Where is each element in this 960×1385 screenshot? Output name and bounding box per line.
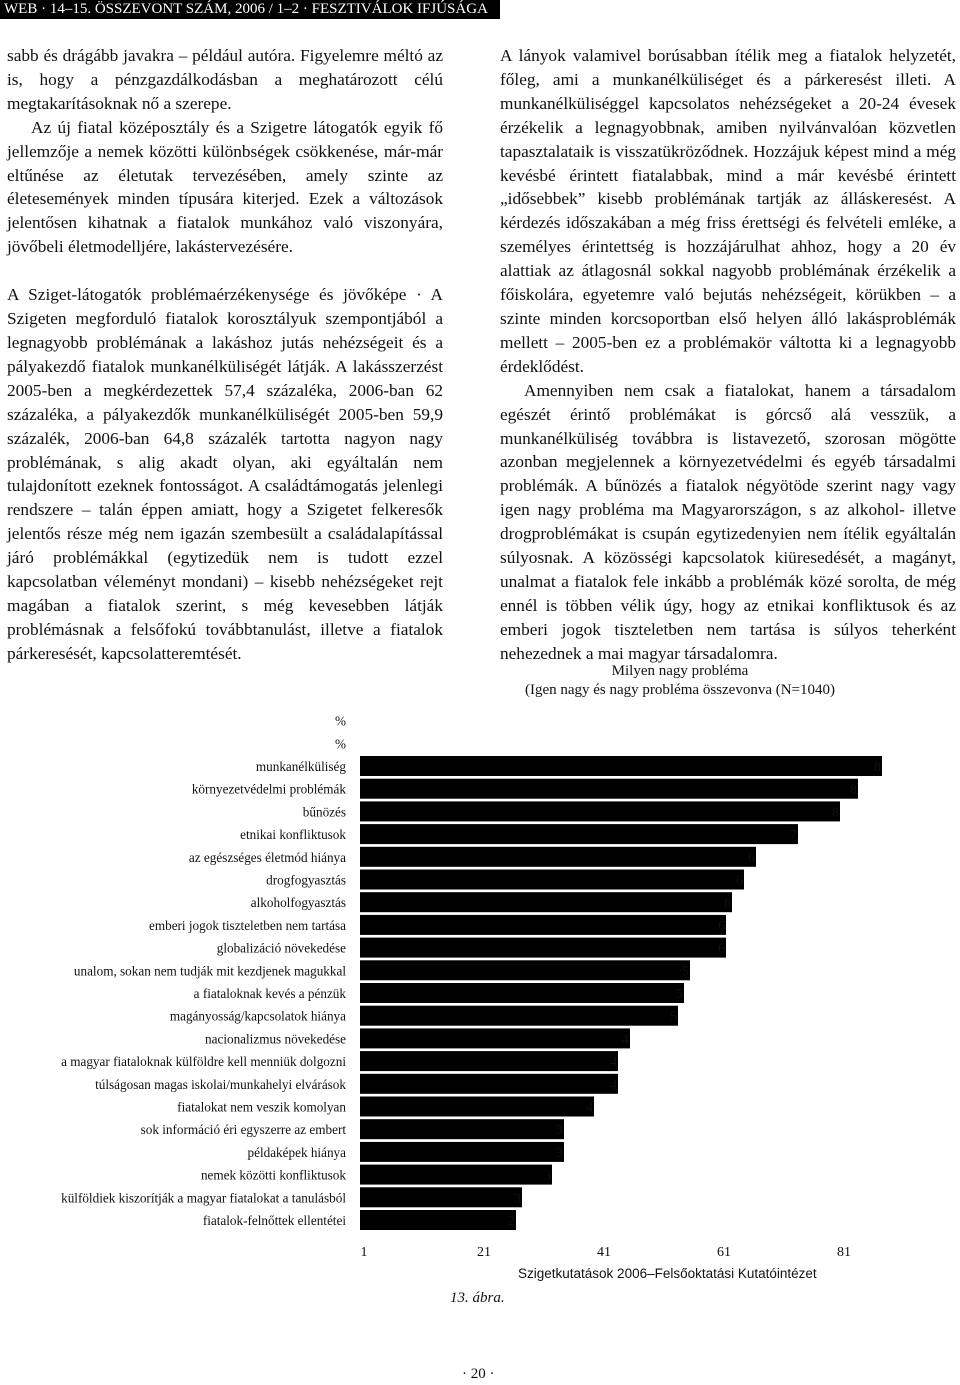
value-label: 6 bbox=[718, 941, 725, 957]
section-paragraph bbox=[7, 283, 443, 666]
category-label: túlságosan magas iskolai/munkahelyi elvárások bbox=[95, 1076, 346, 1092]
bar bbox=[360, 1210, 516, 1230]
value-label: 6 bbox=[724, 896, 731, 912]
value-label: 5 bbox=[670, 1009, 677, 1025]
paragraph: sabb és drágább javakra – például autóra. Figyelemre méltó az is, hogy a pénzgazdálkodásban a meghatározott célú megtakarításoknak nő a szerepe. bbox=[7, 46, 443, 113]
category-label: példaképek hiánya bbox=[247, 1144, 346, 1160]
bar bbox=[360, 1028, 630, 1048]
value-label: 3 bbox=[544, 1168, 551, 1184]
category-label: sok információ éri egyszerre az embert bbox=[140, 1122, 346, 1138]
bar bbox=[360, 801, 840, 821]
category-label: a fiataloknak kevés a pénzük bbox=[193, 986, 346, 1001]
category-label: globalizáció növekedése bbox=[216, 940, 346, 956]
x-tick-label: 41 bbox=[597, 1245, 611, 1260]
category-label: magányosság/kapcsolatok hiánya bbox=[169, 1008, 346, 1024]
page-number: · 20 · bbox=[462, 1366, 495, 1382]
category-label: bűnözés bbox=[302, 804, 346, 820]
value-label: 7 bbox=[790, 828, 797, 844]
unit-label: % bbox=[335, 736, 346, 752]
page-number-value: 20 bbox=[470, 1366, 486, 1382]
value-label: 6 bbox=[748, 850, 755, 866]
category-label: fiatalokat nem veszik komolyan bbox=[177, 1099, 346, 1115]
figure-number: 13. ábra. bbox=[450, 1290, 505, 1306]
bar-chart bbox=[0, 700, 960, 1260]
category-label: fiatalok-felnőttek ellentétei bbox=[202, 1213, 346, 1228]
value-label: 8 bbox=[832, 805, 839, 821]
value-label: 6 bbox=[718, 918, 725, 934]
value-label: 4 bbox=[586, 1100, 593, 1116]
value-label: 3 bbox=[556, 1145, 563, 1161]
category-label: nacionalizmus növekedése bbox=[205, 1031, 346, 1047]
bar bbox=[360, 1006, 678, 1026]
category-label: külföldiek kiszorítják a magyar fiatalokat a tanulásból bbox=[61, 1190, 346, 1206]
bar bbox=[360, 847, 756, 867]
paragraph: A lányok valamivel borúsabban ítélik meg a fiatalok helyzetét, főleg, ami a munkanélküliséget és a párkeresést illeti. A munkanélküliséggel kapcsolatos nehézségeket a 20-24 évesek érzékelik a legnagyobbnak, amiben nyilvánvalóan közvetlen tapasztalataik is visszatükröződnek. Hozzájuk képest mind a még kevésbé érintett fiatalabbak, mind a már kevésbé érintett „idősebbek” kisebb problémának tartják az álláskeresést. A kérdezés időszakában a még friss érettségi és felvételi emléke, a személyes érintettség is hozzájárulhat ahhoz, hogy a 20 év alattiak az átlagosnál sokkal nagyobb problémának érzékelik a főiskolára, egyetemre való bejutás nehézségeit, körükben – a szinte minden korcsoportban első helyen álló lakásproblémák mellett – 2005-ben ez a problémakör váltotta ki a legnagyobb érdeklődést. bbox=[500, 46, 956, 376]
bar bbox=[360, 1097, 594, 1117]
category-label: környezetvédelmi problémák bbox=[191, 781, 346, 797]
x-tick-label: 81 bbox=[837, 1245, 851, 1260]
category-label: munkanélküliség bbox=[255, 759, 346, 774]
value-label: 8 bbox=[850, 782, 857, 798]
left-text-column bbox=[7, 44, 443, 666]
value-label: 3 bbox=[556, 1123, 563, 1139]
paragraph: Amennyiben nem csak a fiatalokat, hanem a társadalom egészét érintő problémákat is górcső alá vesszük, a munkanélküliség továbbra is listavezető, szorosan mögötte azonban megjelennek a környezetvédelmi és egyéb társadalmi problémák. A bűnözés a fiatalok négyötöde szerint nagy vagy igen nagy probléma ma Magyarországon, s az alkohol- illetve drogproblémákat is csupán egytizedenyien nem ítélik egyáltalán súlyosnak. A közösségi kapcsolatok kiüresedését, a magányt, unalmat a fiatalok fele inkább a problémák közé sorolta, de még ennél is többen vélik úgy, hogy az etnikai konfliktusok és az emberi jogok tiszteletben nem tartása is súlyos teherként nehezednek a mai magyar társadalomra. bbox=[500, 380, 956, 663]
x-tick-label: 1 bbox=[360, 1245, 368, 1260]
right-text-column bbox=[500, 44, 956, 666]
bar bbox=[360, 1074, 618, 1094]
value-label: 6 bbox=[736, 873, 743, 889]
bar bbox=[360, 1142, 564, 1162]
figure-source: Szigetkutatások 2006–Felsőoktatási Kutatóintézet bbox=[518, 1266, 817, 1281]
bar bbox=[360, 1165, 552, 1185]
value-label: 8 bbox=[874, 760, 881, 775]
bar bbox=[360, 915, 726, 935]
category-label: a magyar fiataloknak külföldre kell menniük dolgozni bbox=[61, 1054, 346, 1070]
bar bbox=[360, 779, 858, 799]
category-label: nemek közötti konfliktusok bbox=[200, 1167, 346, 1183]
bar bbox=[360, 938, 726, 958]
value-label: 4 bbox=[610, 1077, 617, 1093]
section-body: · A Szigeten megforduló fiatalok korosztályuk szempontjából a legnagyobb problémának a lakáshoz jutás nehézségeit és a pályakezdő fiatalok munkanélküliségét látják. A lakásszerzést 2005-ben a megkérdezettek 57,4 százaléka, 2006-ban 62 százaléka, a pályakezdők munkanélküliségét 2005-ben 59,9 százalék, 2006-ban 64,8 százalék tartotta nagyon nagy problémának, s alig akadt olyan, aki egyáltalán nem tulajdonított ezeknek fontosságot. A családtámogatás jelenlegi rendszere – talán éppen amiatt, hogy a Szigetet felkeresők jelentős része még nem igazán szembesült a családalapítással járó problémákkal (egytizedük nem is tudott ezzel kapcsolatban véleményt mondani) – kisebb nehézségeket rejt magában a fiatalok szerint, s még kevesebben látják problémásnak a felsőfokú továbbtanulást, illetve a fiatalok párkeresését, kapcsolatteremtését. bbox=[7, 285, 443, 663]
value-label: 5 bbox=[676, 987, 683, 1002]
value-label: 4 bbox=[610, 1055, 617, 1071]
bar bbox=[360, 756, 882, 776]
x-tick-label: 21 bbox=[477, 1245, 491, 1260]
category-label: az egészséges életmód hiánya bbox=[188, 849, 346, 865]
figure-title bbox=[500, 662, 860, 700]
bar bbox=[360, 824, 798, 844]
figure-title-line2: (Igen nagy és nagy probléma összevonva (N=1040) bbox=[524, 682, 836, 698]
value-label: 5 bbox=[682, 964, 689, 980]
bar bbox=[360, 983, 684, 1003]
value-label: 2 bbox=[508, 1214, 515, 1229]
bar bbox=[360, 1051, 618, 1071]
bar bbox=[360, 1119, 564, 1139]
value-label: 3 bbox=[514, 1191, 521, 1207]
running-header: WEB · 14–15. ÖSSZEVONT SZÁM, 2006 / 1–2 · FESZTIVÁLOK IFJÚSÁGA bbox=[0, 0, 500, 19]
bar bbox=[360, 892, 732, 912]
category-label: etnikai konfliktusok bbox=[240, 827, 346, 843]
x-tick-label: 61 bbox=[717, 1245, 731, 1260]
category-label: drogfogyasztás bbox=[266, 872, 346, 888]
section-title: A Sziget-látogatók problémaérzékenysége és jövőképe bbox=[7, 285, 407, 305]
paragraph: Az új fiatal középosztály és a Szigetre látogatók egyik fő jellemzője a nemek közötti különbségek csökkenése, már-már eltűnése az életutak tervezésében, amely szinte az életesemények minden típusára kiterjed. Ezek a változások jelentősen kihatnak a fiatalok munkához való viszonyára, jövőbeli életmodelljére, lakástervezésére. bbox=[7, 117, 443, 257]
bar bbox=[360, 1187, 522, 1207]
unit-label: % bbox=[335, 713, 346, 729]
category-label: alkoholfogyasztás bbox=[250, 895, 346, 911]
value-label: 4 bbox=[622, 1032, 629, 1048]
bar bbox=[360, 870, 744, 890]
bar bbox=[360, 960, 690, 980]
figure-title-line1: Milyen nagy probléma bbox=[611, 663, 749, 679]
category-label: unalom, sokan nem tudják mit kezdjenek magukkal bbox=[73, 963, 346, 979]
category-label: emberi jogok tiszteletben nem tartása bbox=[148, 917, 346, 933]
